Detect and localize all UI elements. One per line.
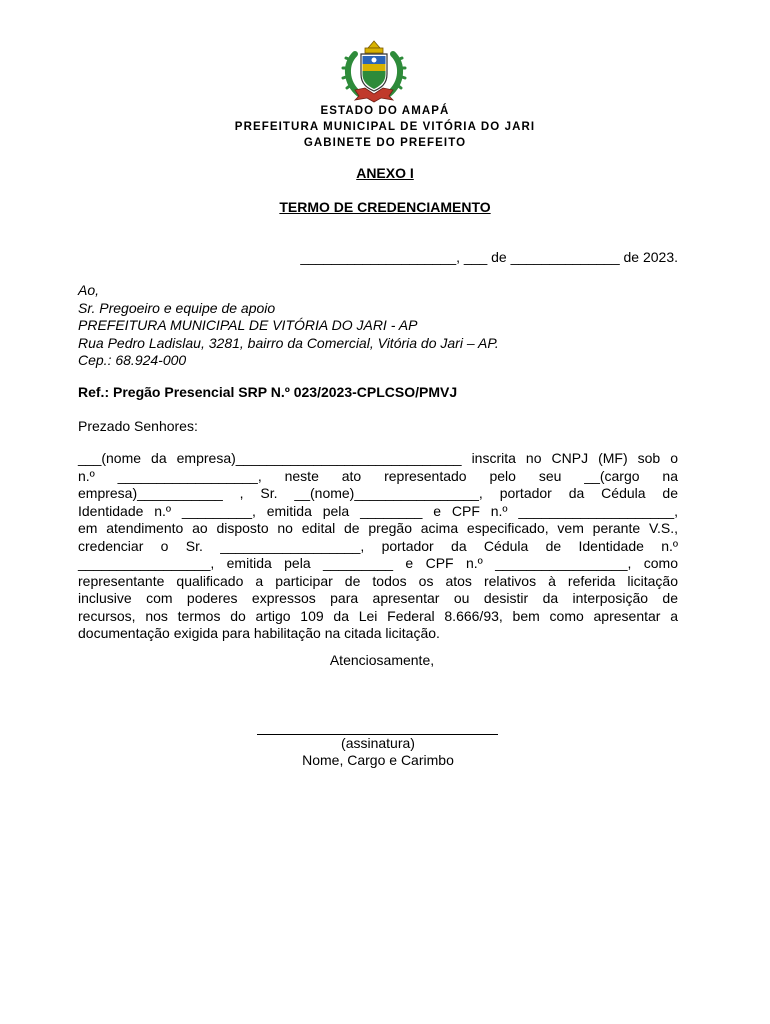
body-line: empresa)___________ , Sr. __(nome)________________, portador da Cédula de bbox=[78, 485, 678, 502]
body-line: documentação exigida para habilitação na citada licitação. bbox=[78, 625, 440, 642]
body-line: representante qualificado a participar de todos os atos relativos à referida licitação bbox=[78, 572, 678, 589]
coat-of-arms-icon bbox=[341, 38, 407, 104]
address-line-4: Rua Pedro Ladislau, 3281, bairro da Comercial, Vitória do Jari – AP. bbox=[78, 334, 499, 351]
signature-label: (assinatura) bbox=[341, 735, 415, 751]
address-line-2: Sr. Pregoeiro e equipe de apoio bbox=[78, 299, 276, 316]
body-line: _________________, emitida pela _________ e CPF n.º _________________, como bbox=[78, 555, 678, 572]
body-line: n.º __________________, neste ato representado pelo seu __(cargo na bbox=[78, 467, 678, 484]
body-line: ___(nome da empresa)_____________________________ inscrita no CNPJ (MF) sob o bbox=[78, 450, 678, 466]
address-line-3: PREFEITURA MUNICIPAL DE VITÓRIA DO JARI - AP bbox=[78, 317, 418, 333]
address-line-5: Cep.: 68.924-000 bbox=[78, 352, 187, 368]
date-line: ____________________, ___ de ______________ de 2023. bbox=[300, 249, 678, 265]
body-line: Identidade n.º _________, emitida pela ________ e CPF n.º ____________________, bbox=[78, 502, 678, 519]
body-paragraph bbox=[78, 450, 678, 643]
header-prefecture: PREFEITURA MUNICIPAL DE VITÓRIA DO JARI bbox=[234, 121, 536, 133]
body-line: em atendimento ao disposto no edital de pregão acima especificado, vem perante V.S., bbox=[78, 520, 678, 537]
reference-line: Ref.: Pregão Presencial SRP N.º 023/2023-CPLCSO/PMVJ bbox=[78, 384, 458, 400]
header-cabinet: GABINETE DO PREFEITO bbox=[303, 137, 467, 149]
annex-title: ANEXO I bbox=[356, 165, 414, 181]
document-title: TERMO DE CREDENCIAMENTO bbox=[279, 199, 491, 215]
body-line: inclusive com poderes expressos para apresentar ou desistir da interposição de bbox=[78, 590, 678, 607]
header-state: ESTADO DO AMAPÁ bbox=[320, 105, 450, 117]
salutation: Prezado Senhores: bbox=[78, 418, 198, 434]
closing: Atenciosamente, bbox=[329, 652, 435, 668]
address-line-1: Ao, bbox=[78, 282, 100, 298]
body-line: credenciar o Sr. __________________, portador da Cédula de Identidade n.º bbox=[78, 537, 678, 554]
body-line: recursos, nos termos do artigo 109 da Lei Federal 8.666/93, bem como apresentar a bbox=[78, 607, 678, 624]
signature-details: Nome, Cargo e Carimbo bbox=[302, 752, 454, 768]
